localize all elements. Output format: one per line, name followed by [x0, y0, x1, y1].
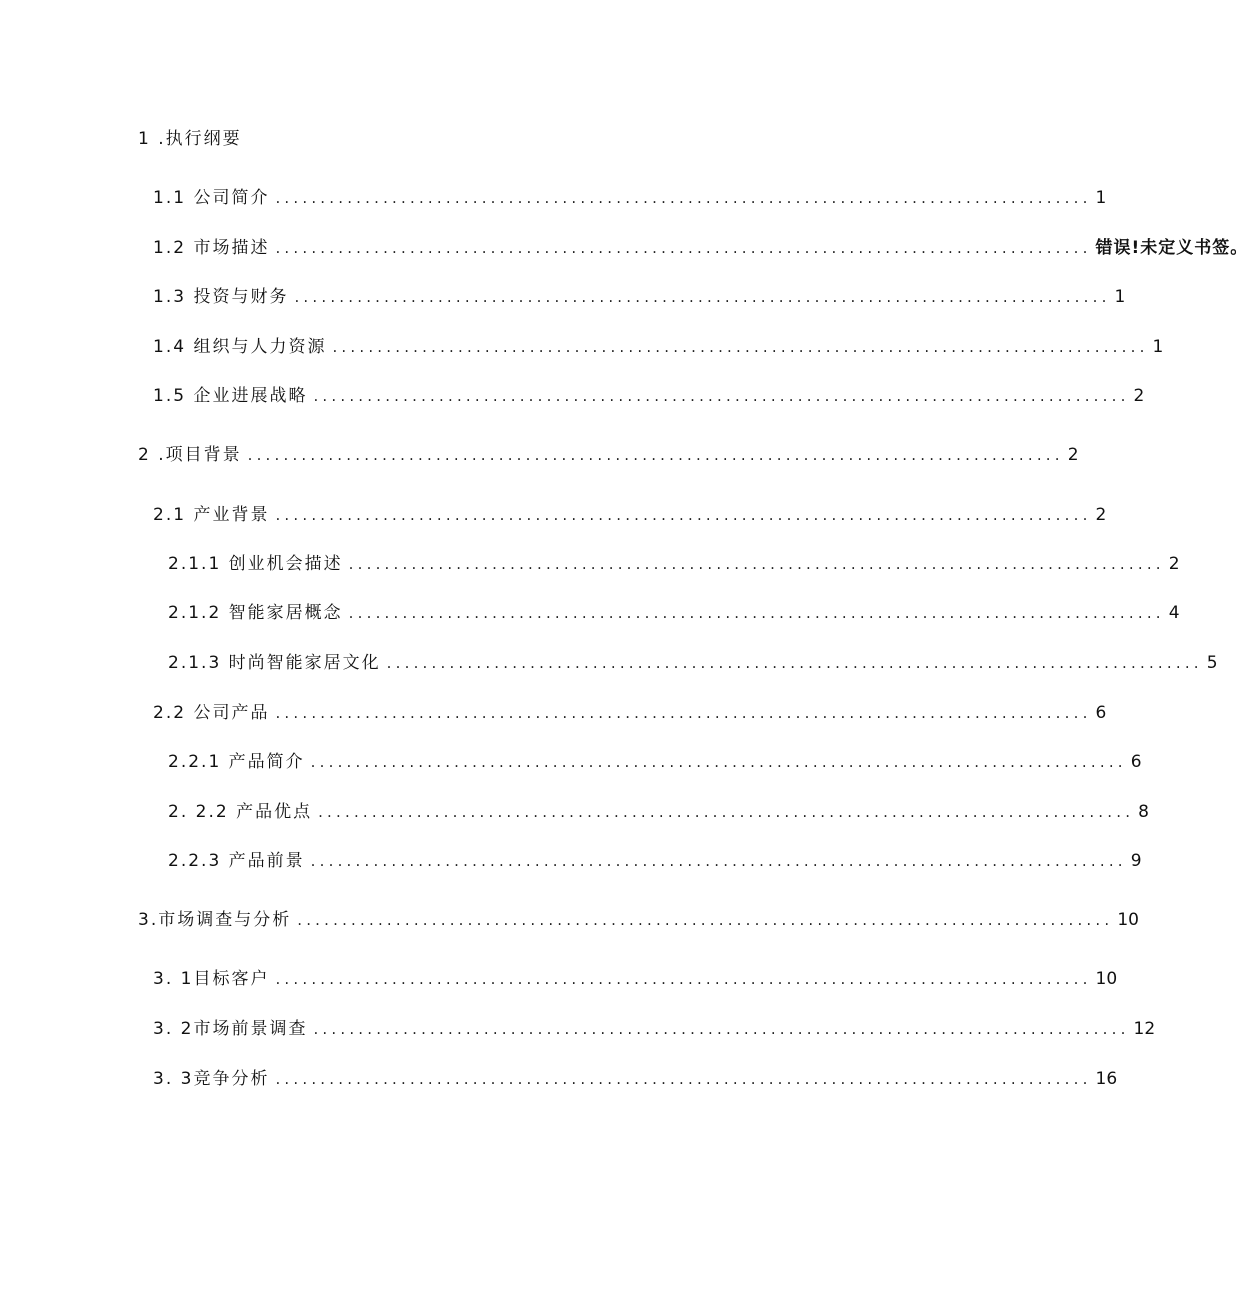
toc-entry-3-2[interactable] — [153, 1017, 1156, 1041]
toc-page-number: 2 — [1168, 554, 1180, 574]
toc-page-number: 6 — [1095, 703, 1107, 723]
dot-leader: ........................................................................................... — [247, 446, 1064, 464]
dot-leader: ........................................................................................... — [313, 387, 1130, 405]
toc-entry-label: 3. 2市场前景调查 — [153, 1019, 308, 1039]
toc-entry-label: 2.1.2 智能家居概念 — [168, 603, 343, 623]
toc-entry-2-1-1[interactable] — [168, 552, 1180, 576]
toc-entry-1-3[interactable] — [153, 285, 1126, 309]
toc-entry-label: 1.1 公司简介 — [153, 188, 270, 208]
toc-entry-label: 1 .执行纲要 — [138, 129, 242, 149]
toc-entry-label: 1.4 组织与人力资源 — [153, 337, 327, 357]
toc-page-number: 1 — [1152, 337, 1164, 357]
toc-heading-1 — [138, 127, 242, 151]
toc-entry-label: 2 .项目背景 — [138, 445, 242, 465]
toc-entry-2-2-1[interactable] — [168, 750, 1142, 774]
toc-entry-2-1-3[interactable] — [168, 651, 1218, 675]
toc-page-number: 10 — [1095, 969, 1118, 989]
toc-page-number: 4 — [1168, 603, 1180, 623]
toc-page-number: 2 — [1095, 505, 1107, 525]
dot-leader: ........................................................................................... — [275, 704, 1092, 722]
dot-leader: ........................................................................................... — [275, 189, 1092, 207]
toc-entry-1-4[interactable] — [153, 335, 1164, 359]
dot-leader: ........................................................................................... — [313, 1020, 1130, 1038]
toc-entry-3-1[interactable] — [153, 967, 1118, 991]
toc-page-number: 5 — [1206, 653, 1218, 673]
toc-page-number: 6 — [1130, 752, 1142, 772]
dot-leader: ........................................................................................... — [275, 506, 1092, 524]
toc-entry-2-2-2[interactable] — [168, 800, 1149, 824]
toc-page-number: 9 — [1130, 851, 1142, 871]
dot-leader: ........................................................................................... — [310, 852, 1127, 870]
toc-entry-label: 1.3 投资与财务 — [153, 287, 289, 307]
dot-leader: ........................................................................................... — [275, 239, 1092, 257]
toc-entry-label: 2.1.3 时尚智能家居文化 — [168, 653, 381, 673]
dot-leader: ........................................................................................... — [294, 288, 1111, 306]
dot-leader: ........................................................................................... — [348, 555, 1165, 573]
toc-entry-label: 2.1.1 创业机会描述 — [168, 554, 343, 574]
toc-entry-2-2[interactable] — [153, 701, 1107, 725]
dot-leader: ........................................................................................... — [297, 911, 1114, 929]
toc-entry-3[interactable] — [138, 908, 1139, 932]
toc-entry-label: 3.市场调查与分析 — [138, 910, 292, 930]
toc-entry-label: 2.2.3 产品前景 — [168, 851, 305, 871]
toc-entry-label: 2.2 公司产品 — [153, 703, 270, 723]
toc-entry-label: 2.1 产业背景 — [153, 505, 270, 525]
toc-entry-1-2[interactable] — [153, 236, 1248, 260]
toc-page-number: 10 — [1117, 910, 1139, 930]
dot-leader: ........................................................................................... — [332, 338, 1149, 356]
toc-entry-label: 3. 1目标客户 — [153, 969, 270, 989]
toc-entry-2-1-2[interactable] — [168, 601, 1180, 625]
dot-leader: ........................................................................................... — [310, 753, 1127, 771]
toc-page-number: 2 — [1133, 386, 1145, 406]
toc-entry-1-5[interactable] — [153, 384, 1145, 408]
toc-entry-label: 2.2.1 产品简介 — [168, 752, 305, 772]
toc-entry-2-2-3[interactable] — [168, 849, 1142, 873]
toc-entry-label: 1.2 市场描述 — [153, 238, 270, 258]
toc-entry-label: 3. 3竞争分析 — [153, 1069, 270, 1089]
toc-entry-label: 1.5 企业进展战略 — [153, 386, 308, 406]
toc-page-number: 8 — [1138, 802, 1149, 822]
toc-entry-3-3[interactable] — [153, 1067, 1118, 1091]
toc-bookmark-error: 错误!未定义书签。 — [1095, 238, 1248, 258]
toc-entry-1-1[interactable] — [153, 186, 1107, 210]
dot-leader: ........................................................................................... — [318, 803, 1135, 821]
toc-page-number: 16 — [1095, 1069, 1118, 1089]
toc-page-number: 1 — [1114, 287, 1126, 307]
toc-page-number: 1 — [1095, 188, 1107, 208]
dot-leader: ........................................................................................... — [275, 1070, 1092, 1088]
toc-entry-2-1[interactable] — [153, 503, 1107, 527]
dot-leader: ........................................................................................... — [348, 604, 1165, 622]
dot-leader: ........................................................................................... — [386, 654, 1203, 672]
toc-page-number: 12 — [1133, 1019, 1156, 1039]
toc-entry-2[interactable] — [138, 443, 1079, 467]
toc-page-number: 2 — [1067, 445, 1079, 465]
dot-leader: ........................................................................................... — [275, 970, 1092, 988]
toc-entry-label: 2. 2.2 产品优点 — [168, 802, 313, 822]
